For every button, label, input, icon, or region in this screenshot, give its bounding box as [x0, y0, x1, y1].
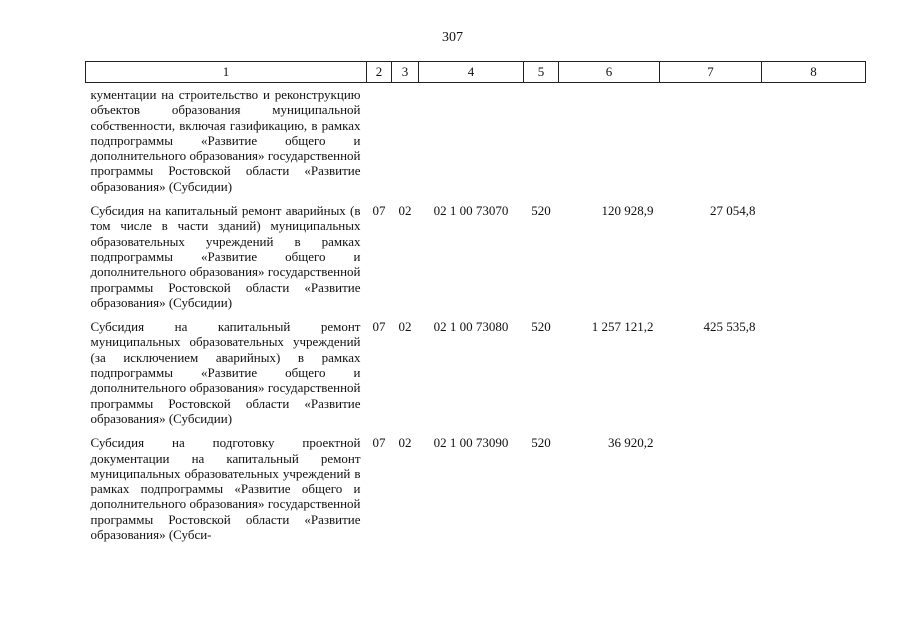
- budget-table: [85, 61, 866, 551]
- col-header-8: 8: [762, 62, 866, 83]
- row-subsection: 02: [398, 203, 412, 219]
- table-row: [86, 319, 866, 435]
- table-row: [86, 83, 866, 204]
- page-number: 307: [442, 30, 463, 45]
- row-amount-col7: [660, 435, 762, 551]
- row-target-code: 02 1 00 73090: [433, 435, 509, 451]
- row-section: 07: [372, 435, 386, 451]
- row-description: Субсидия на капитальный ремонт муниципальных образовательных учреждений (за исключением аварийных) в рамках подпрограммы «Развитие общего и дополнительного образования» государственной программы Ростовской области «Развитие образования» (Субсидии): [90, 319, 361, 426]
- row-amount-col6: 1 257 121,2: [591, 319, 654, 335]
- row-subsection: 02: [398, 435, 412, 451]
- row-section: 07: [372, 203, 386, 219]
- row-amount-col8: [762, 435, 866, 551]
- row-section: 07: [372, 319, 386, 335]
- row-subsection: [392, 83, 419, 204]
- row-amount-col8: [762, 203, 866, 319]
- row-description: Субсидия на подготовку проектной документации на капитальный ремонт муниципальных образовательных учреждений в рамках подпрограммы «Развитие общего и дополнительного образования» государственной программы Ростовской области «Развитие образования» (Субси-: [90, 435, 361, 543]
- col-header-3: 3: [392, 62, 419, 83]
- row-amount-col7: [660, 83, 762, 204]
- row-description: кументации на строительство и реконструкцию объектов образования муниципальной собственности, включая газификацию, в рамках подпрограммы «Развитие общего и дополнительного образования» государственной программы Ростовской области «Развитие образования» (Субсидии): [90, 87, 361, 194]
- row-target-code: 02 1 00 73070: [433, 203, 509, 219]
- row-amount-col8: [762, 319, 866, 435]
- row-expense-type: 520: [531, 435, 551, 451]
- col-header-1: 1: [86, 62, 367, 83]
- row-expense-type: [524, 83, 559, 204]
- row-expense-type: 520: [531, 319, 551, 335]
- row-section: [367, 83, 392, 204]
- row-expense-type: 520: [531, 203, 551, 219]
- header-row: [86, 62, 866, 83]
- col-header-2: 2: [367, 62, 392, 83]
- row-amount-col7: 27 054,8: [710, 203, 756, 219]
- row-description: Субсидия на капитальный ремонт аварийных (в том числе в части зданий) муниципальных образовательных учреждений в рамках подпрограммы «Развитие общего и дополнительного образования» государственной программы Ростовской области «Развитие образования» (Субсидии): [90, 203, 361, 310]
- row-target-code: 02 1 00 73080: [433, 319, 509, 335]
- row-amount-col8: [762, 83, 866, 204]
- row-amount-col6: [559, 83, 660, 204]
- col-header-6: 6: [559, 62, 660, 83]
- col-header-4: 4: [419, 62, 524, 83]
- row-amount-col7: 425 535,8: [703, 319, 756, 335]
- row-amount-col6: 36 920,2: [608, 435, 654, 451]
- row-subsection: 02: [398, 319, 412, 335]
- table-row: [86, 203, 866, 319]
- row-target-code: [419, 83, 524, 204]
- row-amount-col6: 120 928,9: [601, 203, 654, 219]
- col-header-7: 7: [660, 62, 762, 83]
- table-row: [86, 435, 866, 551]
- col-header-5: 5: [524, 62, 559, 83]
